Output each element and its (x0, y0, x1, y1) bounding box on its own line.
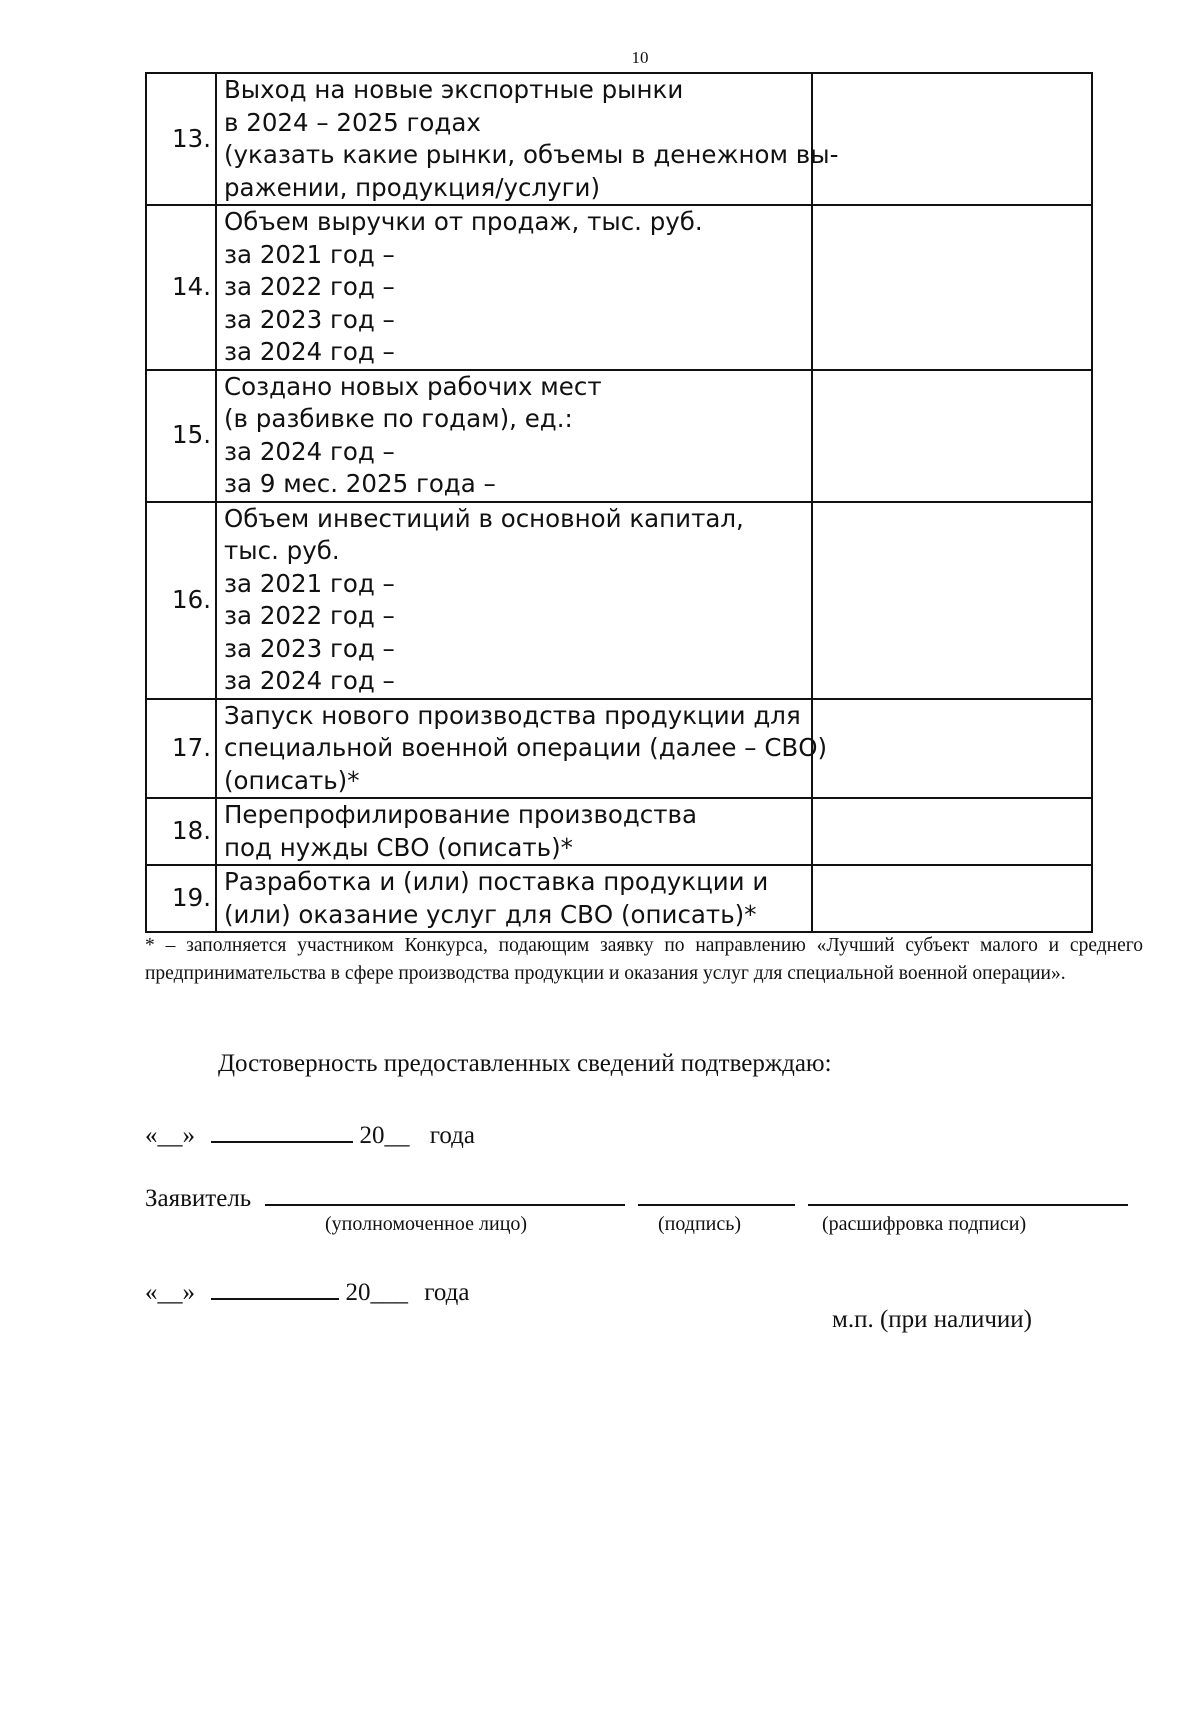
description-line: за 2021 год – (224, 239, 395, 269)
confirmation-statement: Достоверность предоставленных сведений подтверждаю: (218, 1050, 832, 1077)
applicant-label: Заявитель (145, 1185, 252, 1212)
row-description (216, 502, 812, 699)
row-number: 13. (146, 73, 216, 205)
description-line: (в разбивке по годам), ед.: (224, 404, 573, 433)
description-line: за 2023 год – (224, 304, 395, 334)
answer-cell[interactable] (812, 865, 1092, 932)
description-line: ражении, продукция/услуги) (224, 172, 601, 202)
signature-blank (638, 1182, 795, 1206)
application-table (145, 72, 1093, 933)
description-line: специальной военной операции (далее – СВО) (224, 733, 828, 762)
date-month-blank-1 (211, 1119, 353, 1143)
description-line: за 2023 год – (224, 633, 395, 663)
answer-cell[interactable] (812, 370, 1092, 502)
table-row (146, 798, 1092, 865)
description-line: Перепрофилирование производства (224, 800, 698, 829)
page-number: 10 (631, 48, 649, 67)
table-row (146, 502, 1092, 699)
row-number: 19. (146, 865, 216, 932)
table-row (146, 699, 1092, 799)
description-line: за 2021 год – (224, 568, 395, 598)
description-line: Запуск нового производства продукции для (224, 700, 801, 730)
description-line: за 2024 год – (224, 436, 395, 466)
table-row (146, 370, 1092, 502)
row-number: 14. (146, 205, 216, 370)
description-line: Объем инвестиций в основной капитал, (224, 503, 744, 533)
answer-cell[interactable] (812, 73, 1092, 205)
description-line: под нужды СВО (описать)* (224, 832, 573, 862)
date-year-1: 20__ (359, 1122, 410, 1149)
footnote: * – заполняется участником Конкурса, подающим заявку по направлению «Лучший субъект малого и среднего предпринимательства в сфере производства продукции и оказания услуг для специальной военной операции». (145, 935, 1143, 984)
date-line-2 (145, 1276, 469, 1307)
decoding-blank (808, 1182, 1128, 1206)
stamp-note: м.п. (при наличии) (832, 1306, 1032, 1333)
description-line: Создано новых рабочих мест (224, 371, 602, 401)
answer-cell[interactable] (812, 502, 1092, 699)
answer-cell[interactable] (812, 798, 1092, 865)
person-blank (265, 1182, 625, 1206)
description-line: тыс. руб. (224, 536, 340, 565)
row-number: 15. (146, 370, 216, 502)
date-word-2: года (424, 1279, 470, 1306)
table-row (146, 205, 1092, 370)
row-number: 17. (146, 699, 216, 799)
description-line: за 2022 год – (224, 601, 395, 630)
description-line: (или) оказание услуг для СВО (описать)* (224, 899, 757, 929)
row-number: 18. (146, 798, 216, 865)
date-day-1: «__» (145, 1122, 195, 1149)
applicant-line (145, 1182, 1128, 1213)
row-number: 16. (146, 502, 216, 699)
date-year-2: 20___ (345, 1279, 408, 1306)
date-line-1 (145, 1119, 475, 1150)
row-description (216, 798, 812, 865)
description-line: Выход на новые экспортные рынки (224, 75, 684, 104)
caption-signature: (подпись) (658, 1213, 742, 1235)
description-line: за 2022 год – (224, 272, 395, 301)
description-line: Разработка и (или) поставка продукции и (224, 867, 769, 896)
table-row (146, 73, 1092, 205)
row-description (216, 73, 839, 205)
date-word-1: года (429, 1122, 475, 1149)
table-row (146, 865, 1092, 932)
description-line: в 2024 – 2025 годах (224, 107, 481, 137)
row-description (216, 205, 812, 370)
description-line: (описать)* (224, 765, 360, 795)
description-line: Объем выручки от продаж, тыс. руб. (224, 207, 703, 236)
row-description (216, 370, 812, 502)
answer-cell[interactable] (812, 205, 1092, 370)
row-description (216, 865, 812, 932)
answer-cell[interactable] (812, 699, 1092, 799)
description-line: (указать какие рынки, объемы в денежном вы- (224, 140, 839, 169)
date-month-blank-2 (211, 1276, 339, 1300)
row-description (216, 699, 828, 799)
description-line: за 9 мес. 2025 года – (224, 469, 496, 498)
caption-person: (уполномоченное лицо) (325, 1213, 528, 1235)
date-day-2: «__» (145, 1279, 195, 1306)
description-line: за 2024 год – (224, 337, 395, 366)
caption-decoding: (расшифровка подписи) (822, 1213, 1027, 1235)
description-line: за 2024 год – (224, 666, 395, 695)
